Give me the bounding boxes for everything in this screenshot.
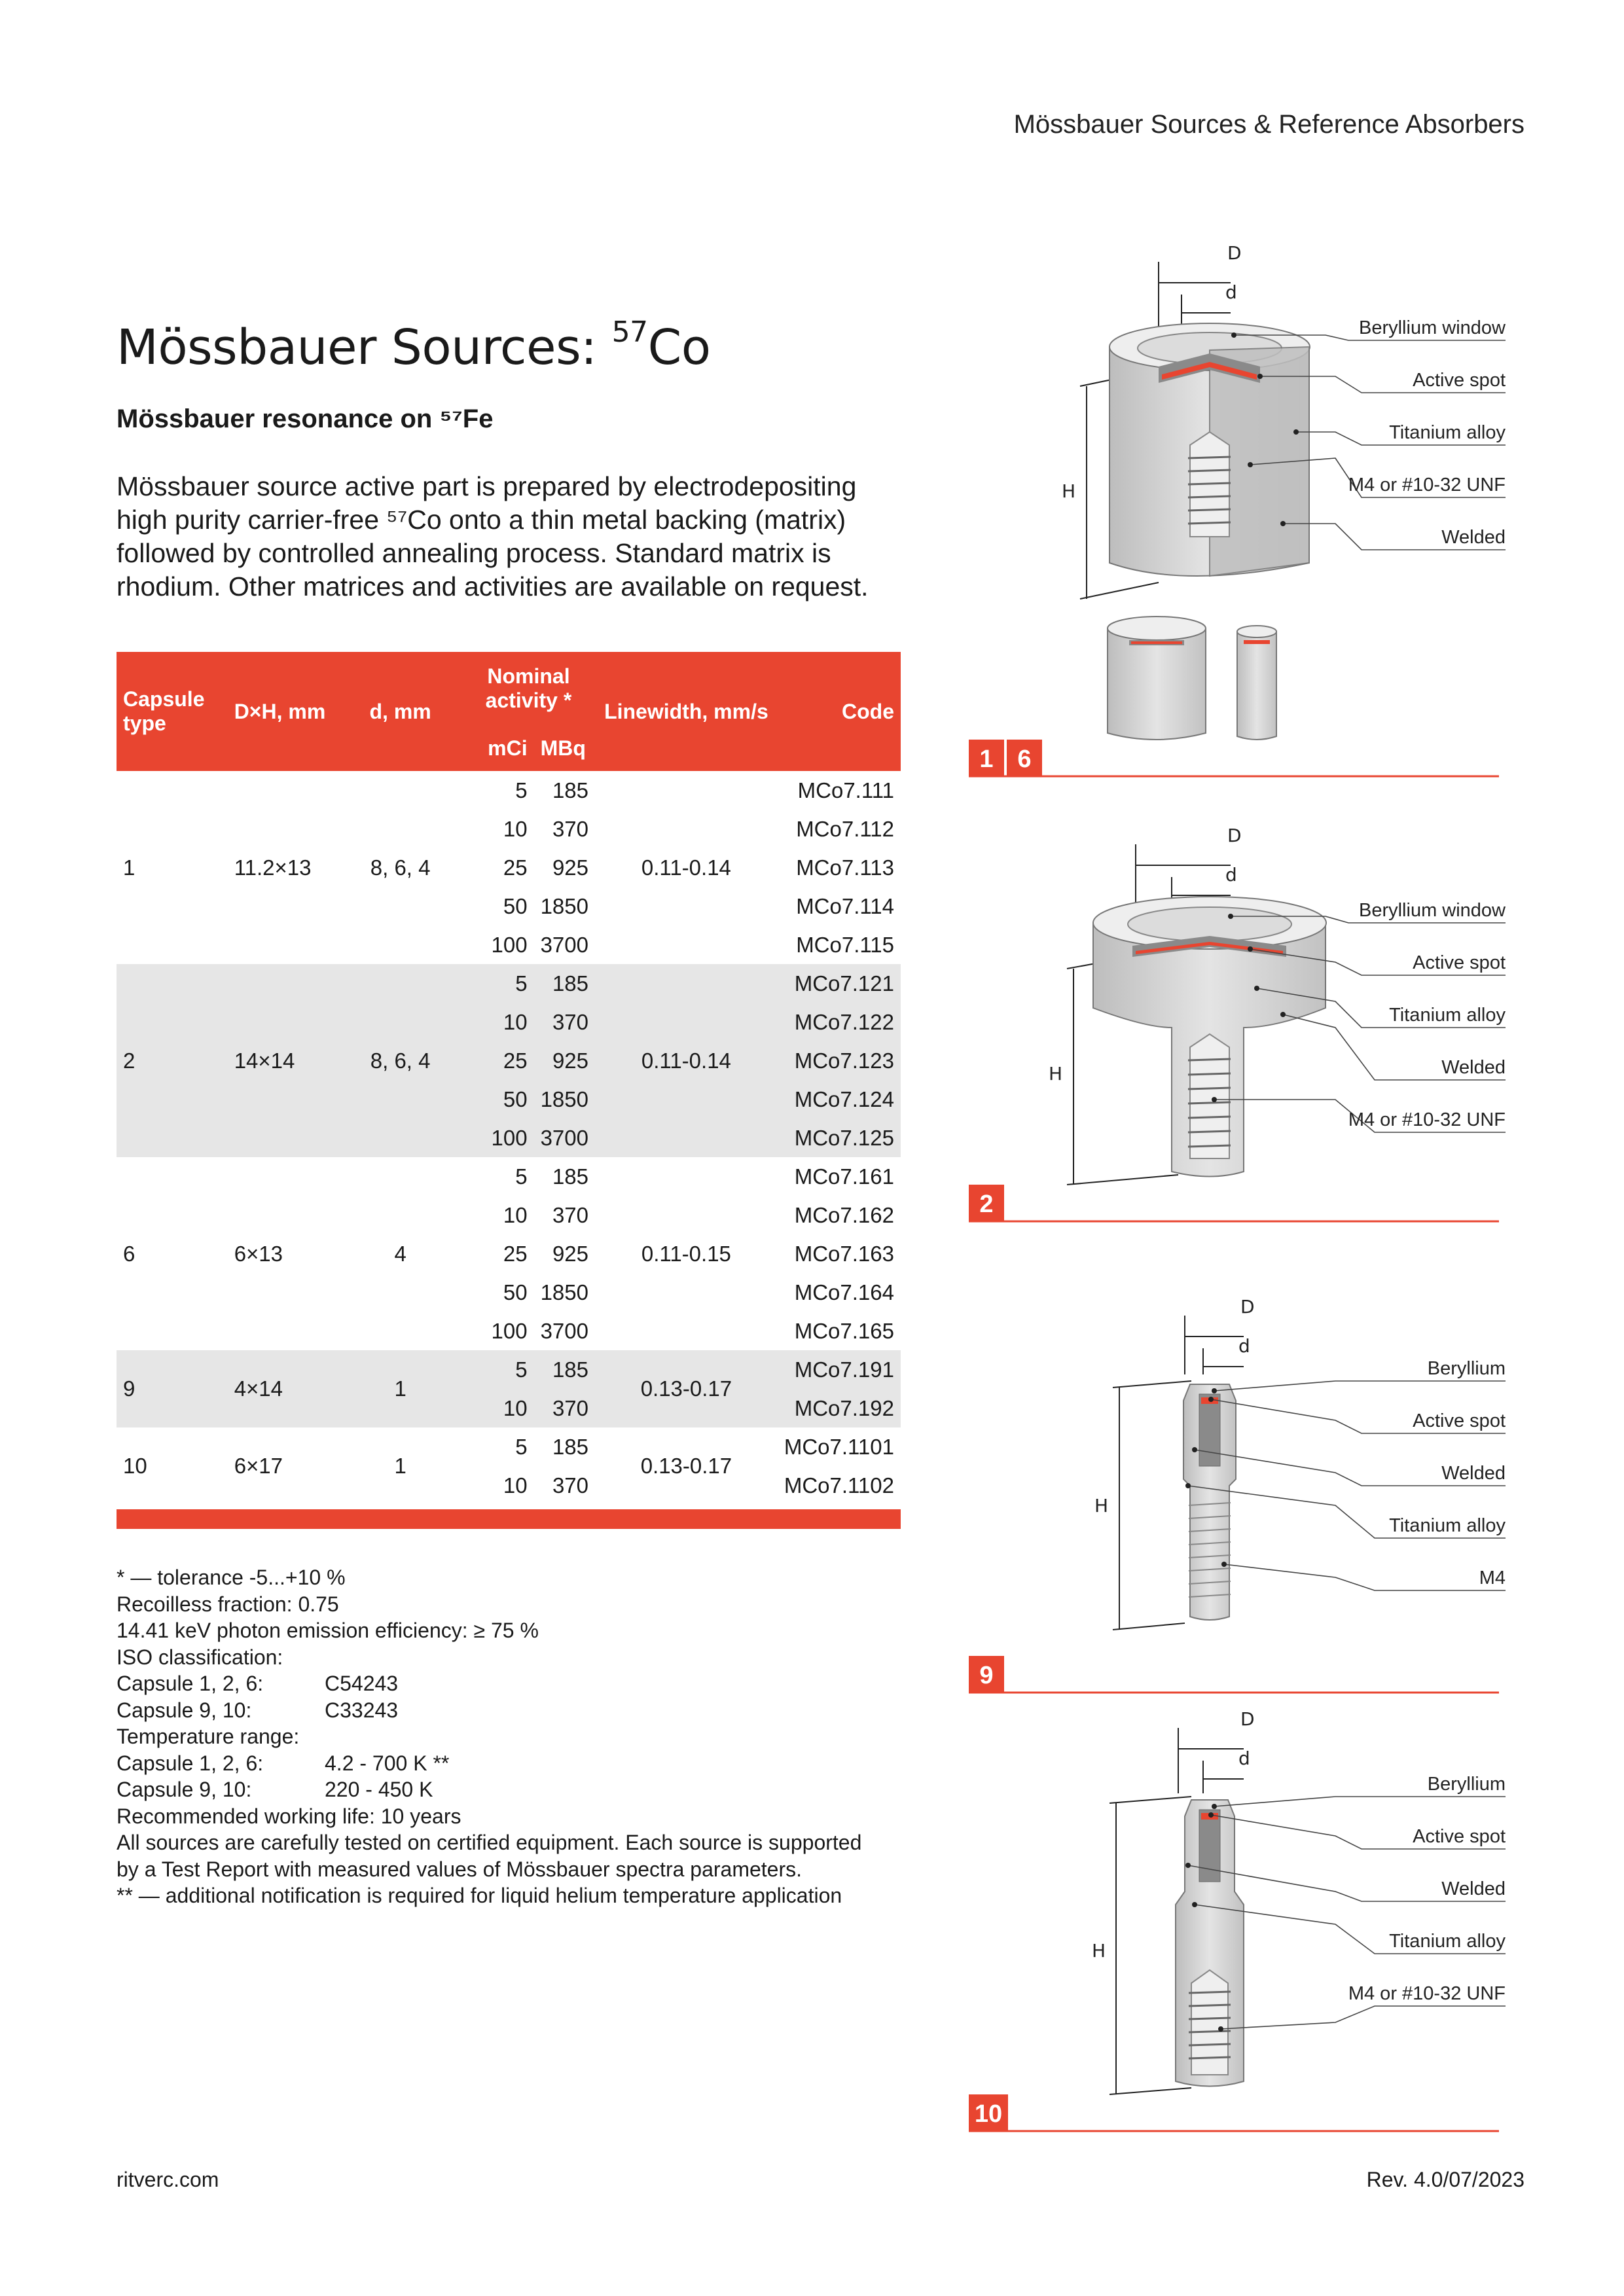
cell-d: 8, 6, 4 [370, 855, 431, 880]
cell-mci: 100 [491, 932, 528, 957]
cell-mbq: 370 [552, 816, 588, 841]
cell-capsule: 2 [117, 964, 228, 1157]
cell-code: MCo7.1101 [784, 1434, 894, 1459]
cell-code: MCo7.164 [794, 1280, 894, 1304]
cell-mci: 100 [491, 1318, 528, 1343]
cell-code: MCo7.112 [796, 816, 894, 841]
cell-mci: 5 [515, 1164, 528, 1189]
note-tolerance: * — tolerance -5...+10 % [117, 1566, 346, 1589]
label-beryllium-window: Beryllium window [1358, 900, 1506, 921]
cell-mbq: 185 [552, 1164, 588, 1189]
cell-mbq: 925 [552, 1241, 588, 1266]
title-isotope: Co [647, 319, 711, 376]
note-tested-2: by a Test Report with measured values of Mössbauer spectra parameters. [117, 1857, 803, 1881]
cell-code: MCo7.161 [794, 1164, 894, 1189]
title-isotope-mass: 57 [611, 315, 648, 349]
table-row [117, 1427, 901, 1466]
cell-capsule: 9 [117, 1350, 228, 1427]
cell-mci: 5 [515, 1434, 528, 1459]
cell-mbq: 3700 [534, 1119, 595, 1157]
note-efficiency: 14.41 keV photon emission efficiency: ≥ 75 % [117, 1619, 539, 1642]
cell-mbq: 370 [534, 1389, 595, 1427]
cell-mbq: 1850 [540, 1280, 588, 1304]
cell-code: MCo7.124 [778, 1080, 901, 1119]
note-temp-row [117, 1750, 861, 1777]
spec-table-body [117, 771, 901, 1505]
note-key: Capsule 1, 2, 6: [117, 1672, 264, 1695]
cell-code: MCo7.113 [796, 855, 894, 880]
note-temp-row [117, 1776, 861, 1803]
cell-mbq: 185 [534, 964, 595, 1003]
cell-dh: 6×17 [234, 1454, 283, 1478]
note-value: 220 - 450 K [325, 1778, 433, 1801]
badge-6: 6 [1017, 745, 1032, 773]
title-main: Mössbauer Sources: [117, 319, 612, 376]
cell-mbq: 1850 [534, 1080, 595, 1119]
cell-linewidth: 0.13-0.17 [595, 1350, 778, 1427]
note-temp-heading: Temperature range: [117, 1725, 300, 1748]
note-tested: All sources are carefully tested on certified equipment. Each source is supported [117, 1831, 862, 1854]
cell-code: MCo7.123 [778, 1041, 901, 1080]
dim-d: d [1225, 864, 1237, 886]
cell-mci: 10 [503, 816, 528, 841]
cell-mbq: 925 [534, 1041, 595, 1080]
cell-mbq: 185 [552, 1434, 588, 1459]
cell-code: MCo7.191 [778, 1350, 901, 1389]
th-d: d, mm [338, 652, 462, 771]
badge-2: 2 [979, 1191, 994, 1218]
cell-code: MCo7.114 [796, 893, 894, 918]
th-linewidth: Linewidth, mm/s [595, 652, 778, 771]
cell-mci: 50 [503, 1280, 528, 1304]
cell-linewidth: 0.11-0.15 [641, 1241, 731, 1266]
label-active-spot: Active spot [1413, 1410, 1506, 1431]
label-welded: Welded [1441, 1463, 1506, 1484]
cell-dh: 14×14 [228, 964, 339, 1157]
label-active-spot: Active spot [1413, 952, 1506, 973]
cell-mci: 25 [503, 1241, 528, 1266]
dim-H: H [1062, 480, 1076, 502]
diagram-capsule-9 [969, 1296, 1506, 1693]
label-titanium-alloy: Titanium alloy [1389, 1515, 1506, 1536]
dim-D: D [1227, 242, 1242, 264]
note-key: Capsule 9, 10: [117, 1778, 252, 1801]
diagram-capsule-2 [969, 825, 1506, 1221]
cell-mci: 50 [503, 893, 528, 918]
diagram-capsule-10 [969, 1708, 1506, 2131]
th-code: Code [778, 652, 901, 771]
th-capsule: Capsule type [117, 652, 228, 771]
note-life: Recommended working life: 10 years [117, 1804, 461, 1828]
cell-mbq: 3700 [540, 1318, 588, 1343]
note-helium: ** — additional notification is required for liquid helium temperature application [117, 1884, 842, 1907]
note-value: 4.2 - 700 K ** [325, 1751, 450, 1775]
cell-mci: 10 [462, 1389, 534, 1427]
intro-paragraph: Mössbauer source active part is prepared by electrodepositing high purity carrier-free ⁵⁷Co onto a thin metal backing (matrix) followed by controlled annealing process. Standard matrix is rhodium. Other matrices and activities are available on request. [117, 471, 869, 601]
label-active-spot: Active spot [1413, 1826, 1506, 1847]
cell-capsule: 6 [123, 1241, 135, 1266]
label-titanium-alloy: Titanium alloy [1389, 1931, 1506, 1952]
cell-d: 8, 6, 4 [338, 964, 462, 1157]
footer-site: ritverc.com [117, 2168, 219, 2191]
page-title [117, 315, 711, 376]
diagram-capsule-1-6 [969, 242, 1506, 776]
cell-mci: 5 [462, 1350, 534, 1389]
dim-d: d [1238, 1335, 1250, 1357]
note-recoilless: Recoilless fraction: 0.75 [117, 1592, 339, 1616]
cell-code: MCo7.162 [794, 1202, 894, 1227]
cell-d: 1 [394, 1454, 406, 1478]
cell-code: MCo7.122 [778, 1003, 901, 1041]
cell-dh: 6×13 [234, 1241, 283, 1266]
cell-code: MCo7.163 [794, 1241, 894, 1266]
note-value: C33243 [325, 1698, 399, 1722]
label-titanium-alloy: Titanium alloy [1389, 1005, 1506, 1026]
cell-code: MCo7.165 [794, 1318, 894, 1343]
dim-D: D [1240, 1708, 1255, 1730]
dim-H: H [1049, 1063, 1063, 1085]
cell-dh: 11.2×13 [234, 855, 312, 880]
cell-code: MCo7.1102 [784, 1473, 894, 1498]
spec-table [117, 652, 901, 1505]
dim-H: H [1092, 1940, 1106, 1962]
badge-1: 1 [979, 745, 994, 773]
label-thread: M4 or #10-32 UNF [1348, 1983, 1506, 2004]
dim-d: d [1225, 281, 1237, 303]
dim-H: H [1094, 1495, 1109, 1516]
cell-mci: 5 [515, 778, 528, 802]
cell-mbq: 925 [552, 855, 588, 880]
dim-D: D [1227, 825, 1242, 846]
label-beryllium-window: Beryllium window [1358, 317, 1506, 338]
cell-mci: 5 [462, 964, 534, 1003]
th-activity: Nominal activity * [462, 652, 595, 725]
note-iso-row [117, 1670, 861, 1697]
cell-code: MCo7.111 [797, 778, 894, 802]
label-welded: Welded [1441, 1878, 1506, 1899]
cell-mci: 25 [503, 855, 528, 880]
cell-mci: 25 [462, 1041, 534, 1080]
cell-capsule: 10 [123, 1454, 147, 1478]
cell-linewidth: 0.11-0.14 [641, 855, 731, 880]
th-dh: D×H, mm [228, 652, 339, 771]
cell-mci: 10 [503, 1473, 528, 1498]
cell-d: 1 [338, 1350, 462, 1427]
footer-revision: Rev. 4.0/07/2023 [1366, 2168, 1525, 2191]
notes [117, 1564, 861, 1909]
cell-mbq: 1850 [540, 893, 588, 918]
note-key: Capsule 9, 10: [117, 1698, 252, 1722]
cell-mbq: 370 [552, 1202, 588, 1227]
table-row [117, 771, 901, 810]
cell-linewidth: 0.13-0.17 [640, 1454, 732, 1478]
label-beryllium: Beryllium [1427, 1358, 1506, 1379]
label-active-spot: Active spot [1413, 370, 1506, 391]
cell-mbq: 185 [552, 778, 588, 802]
dim-d: d [1238, 1748, 1250, 1769]
label-welded: Welded [1441, 1057, 1506, 1078]
cell-mci: 50 [462, 1080, 534, 1119]
capsule-diagrams [969, 236, 1532, 2134]
table-row [117, 1157, 901, 1196]
th-mbq: MBq [534, 725, 595, 771]
cell-mbq: 370 [552, 1473, 588, 1498]
cell-mci: 100 [462, 1119, 534, 1157]
label-titanium-alloy: Titanium alloy [1389, 422, 1506, 443]
note-value: C54243 [325, 1672, 399, 1695]
cell-code: MCo7.115 [796, 932, 894, 957]
note-iso-heading: ISO classification: [117, 1645, 283, 1669]
label-beryllium: Beryllium [1427, 1774, 1506, 1795]
cell-mci: 10 [462, 1003, 534, 1041]
label-thread: M4 or #10-32 UNF [1348, 475, 1506, 495]
label-thread: M4 or #10-32 UNF [1348, 1109, 1506, 1130]
note-key: Capsule 1, 2, 6: [117, 1751, 264, 1775]
cell-mbq: 370 [534, 1003, 595, 1041]
cell-d: 4 [394, 1241, 406, 1266]
cell-code: MCo7.192 [778, 1389, 901, 1427]
section-header: Mössbauer Sources & Reference Absorbers [1013, 110, 1525, 139]
badge-10: 10 [974, 2100, 1003, 2128]
cell-linewidth: 0.11-0.14 [595, 964, 778, 1157]
label-thread: M4 [1479, 1568, 1506, 1588]
cell-mci: 10 [503, 1202, 528, 1227]
cell-code: MCo7.121 [778, 964, 901, 1003]
table-footer-bar [117, 1509, 901, 1529]
th-mci: mCi [462, 725, 534, 771]
table-row [117, 1350, 901, 1389]
dim-D: D [1240, 1296, 1255, 1318]
table-row [117, 964, 901, 1003]
note-iso-row [117, 1697, 861, 1724]
badge-9: 9 [979, 1662, 994, 1689]
cell-mbq: 185 [534, 1350, 595, 1389]
cell-code: MCo7.125 [778, 1119, 901, 1157]
subtitle: Mössbauer resonance on ⁵⁷Fe [117, 404, 494, 433]
cell-dh: 4×14 [228, 1350, 339, 1427]
cell-mbq: 3700 [540, 932, 588, 957]
cell-capsule: 1 [123, 855, 135, 880]
label-welded: Welded [1441, 527, 1506, 548]
